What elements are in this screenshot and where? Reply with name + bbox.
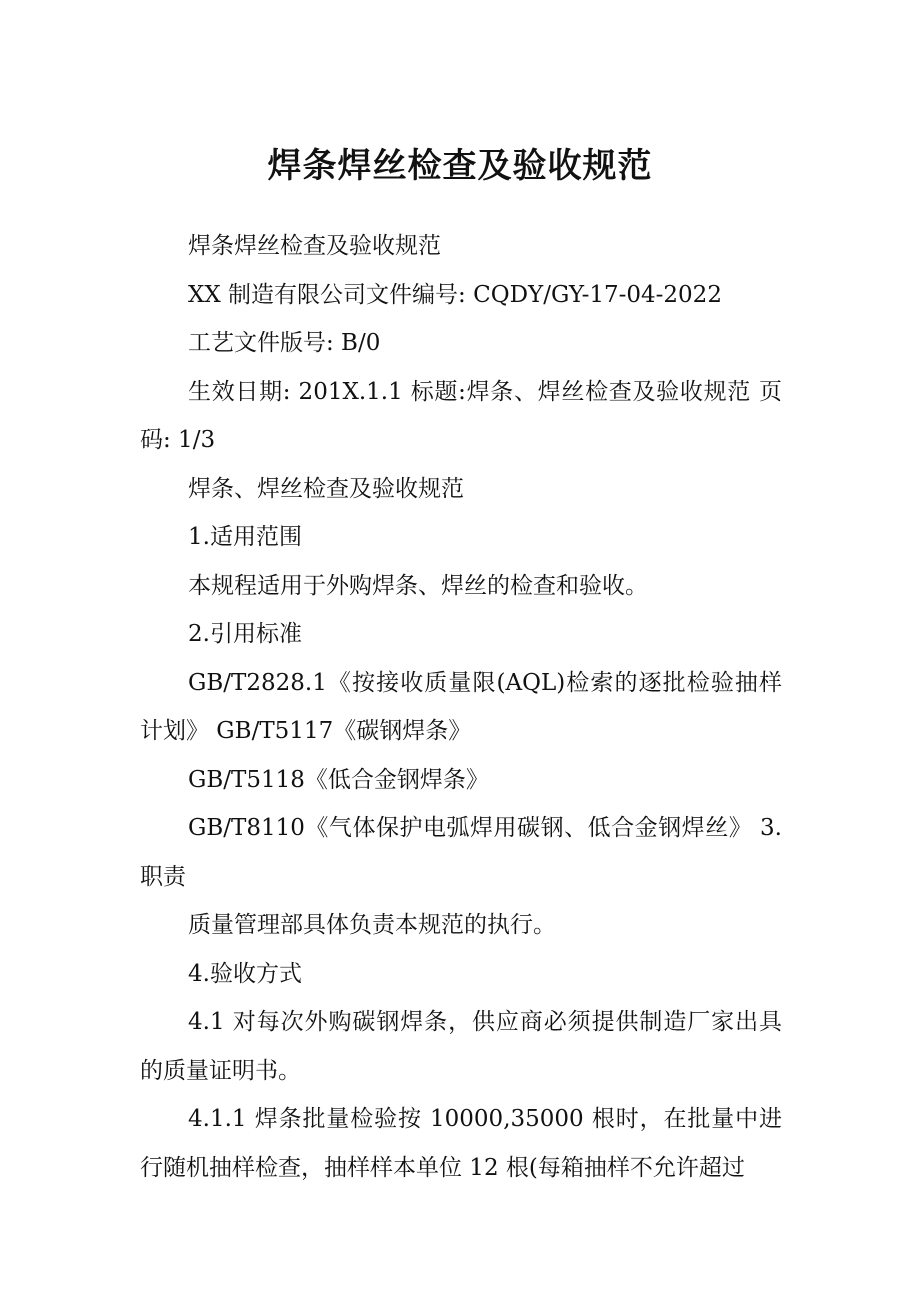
section-heading-scope: 1.适用范围 xyxy=(188,524,302,550)
paragraph-responsibility: 质量管理部具体负责本规范的执行。 xyxy=(188,912,556,938)
paragraph-reference-3: GB/T8110《气体保护电弧焊用碳钢、低合金钢焊丝》 3.职责 xyxy=(140,815,782,890)
paragraph-subtitle: 焊条、焊丝检查及验收规范 xyxy=(188,475,464,502)
paragraph-4-1: 4.1 对每次外购碳钢焊条，供应商必须提供制造厂家出具的质量证明书。 xyxy=(140,1009,782,1084)
paragraph-file-number: XX 制造有限公司文件编号: CQDY/GY-17-04-2022 xyxy=(188,281,722,308)
document-title: 焊条焊丝检查及验收规范 xyxy=(267,146,653,186)
document-body xyxy=(140,222,782,1192)
paragraph-reference-2: GB/T5118《低合金钢焊条》 xyxy=(188,766,489,793)
paragraph-effective-date: 生效日期: 201X.1.1 标题:焊条、焊丝检查及验收规范 页码: 1/3 xyxy=(140,378,782,453)
paragraph-reference-1: GB/T2828.1《按接收质量限(AQL)检索的逐批检验抽样计划》 GB/T5117《碳钢焊条》 xyxy=(140,669,782,744)
paragraph-scope: 本规程适用于外购焊条、焊丝的检查和验收。 xyxy=(188,572,648,599)
paragraph-version: 工艺文件版号: B/0 xyxy=(188,330,381,356)
paragraph-4-1-1: 4.1.1 焊条批量检验按 10000,35000 根时，在批量中进行随机抽样检查，抽样样本单位 12 根(每箱抽样不允许超过 xyxy=(140,1106,782,1181)
section-heading-acceptance: 4.验收方式 xyxy=(188,960,302,987)
paragraph-doc-name: 焊条焊丝检查及验收规范 xyxy=(188,233,441,259)
section-heading-references: 2.引用标准 xyxy=(188,621,302,647)
